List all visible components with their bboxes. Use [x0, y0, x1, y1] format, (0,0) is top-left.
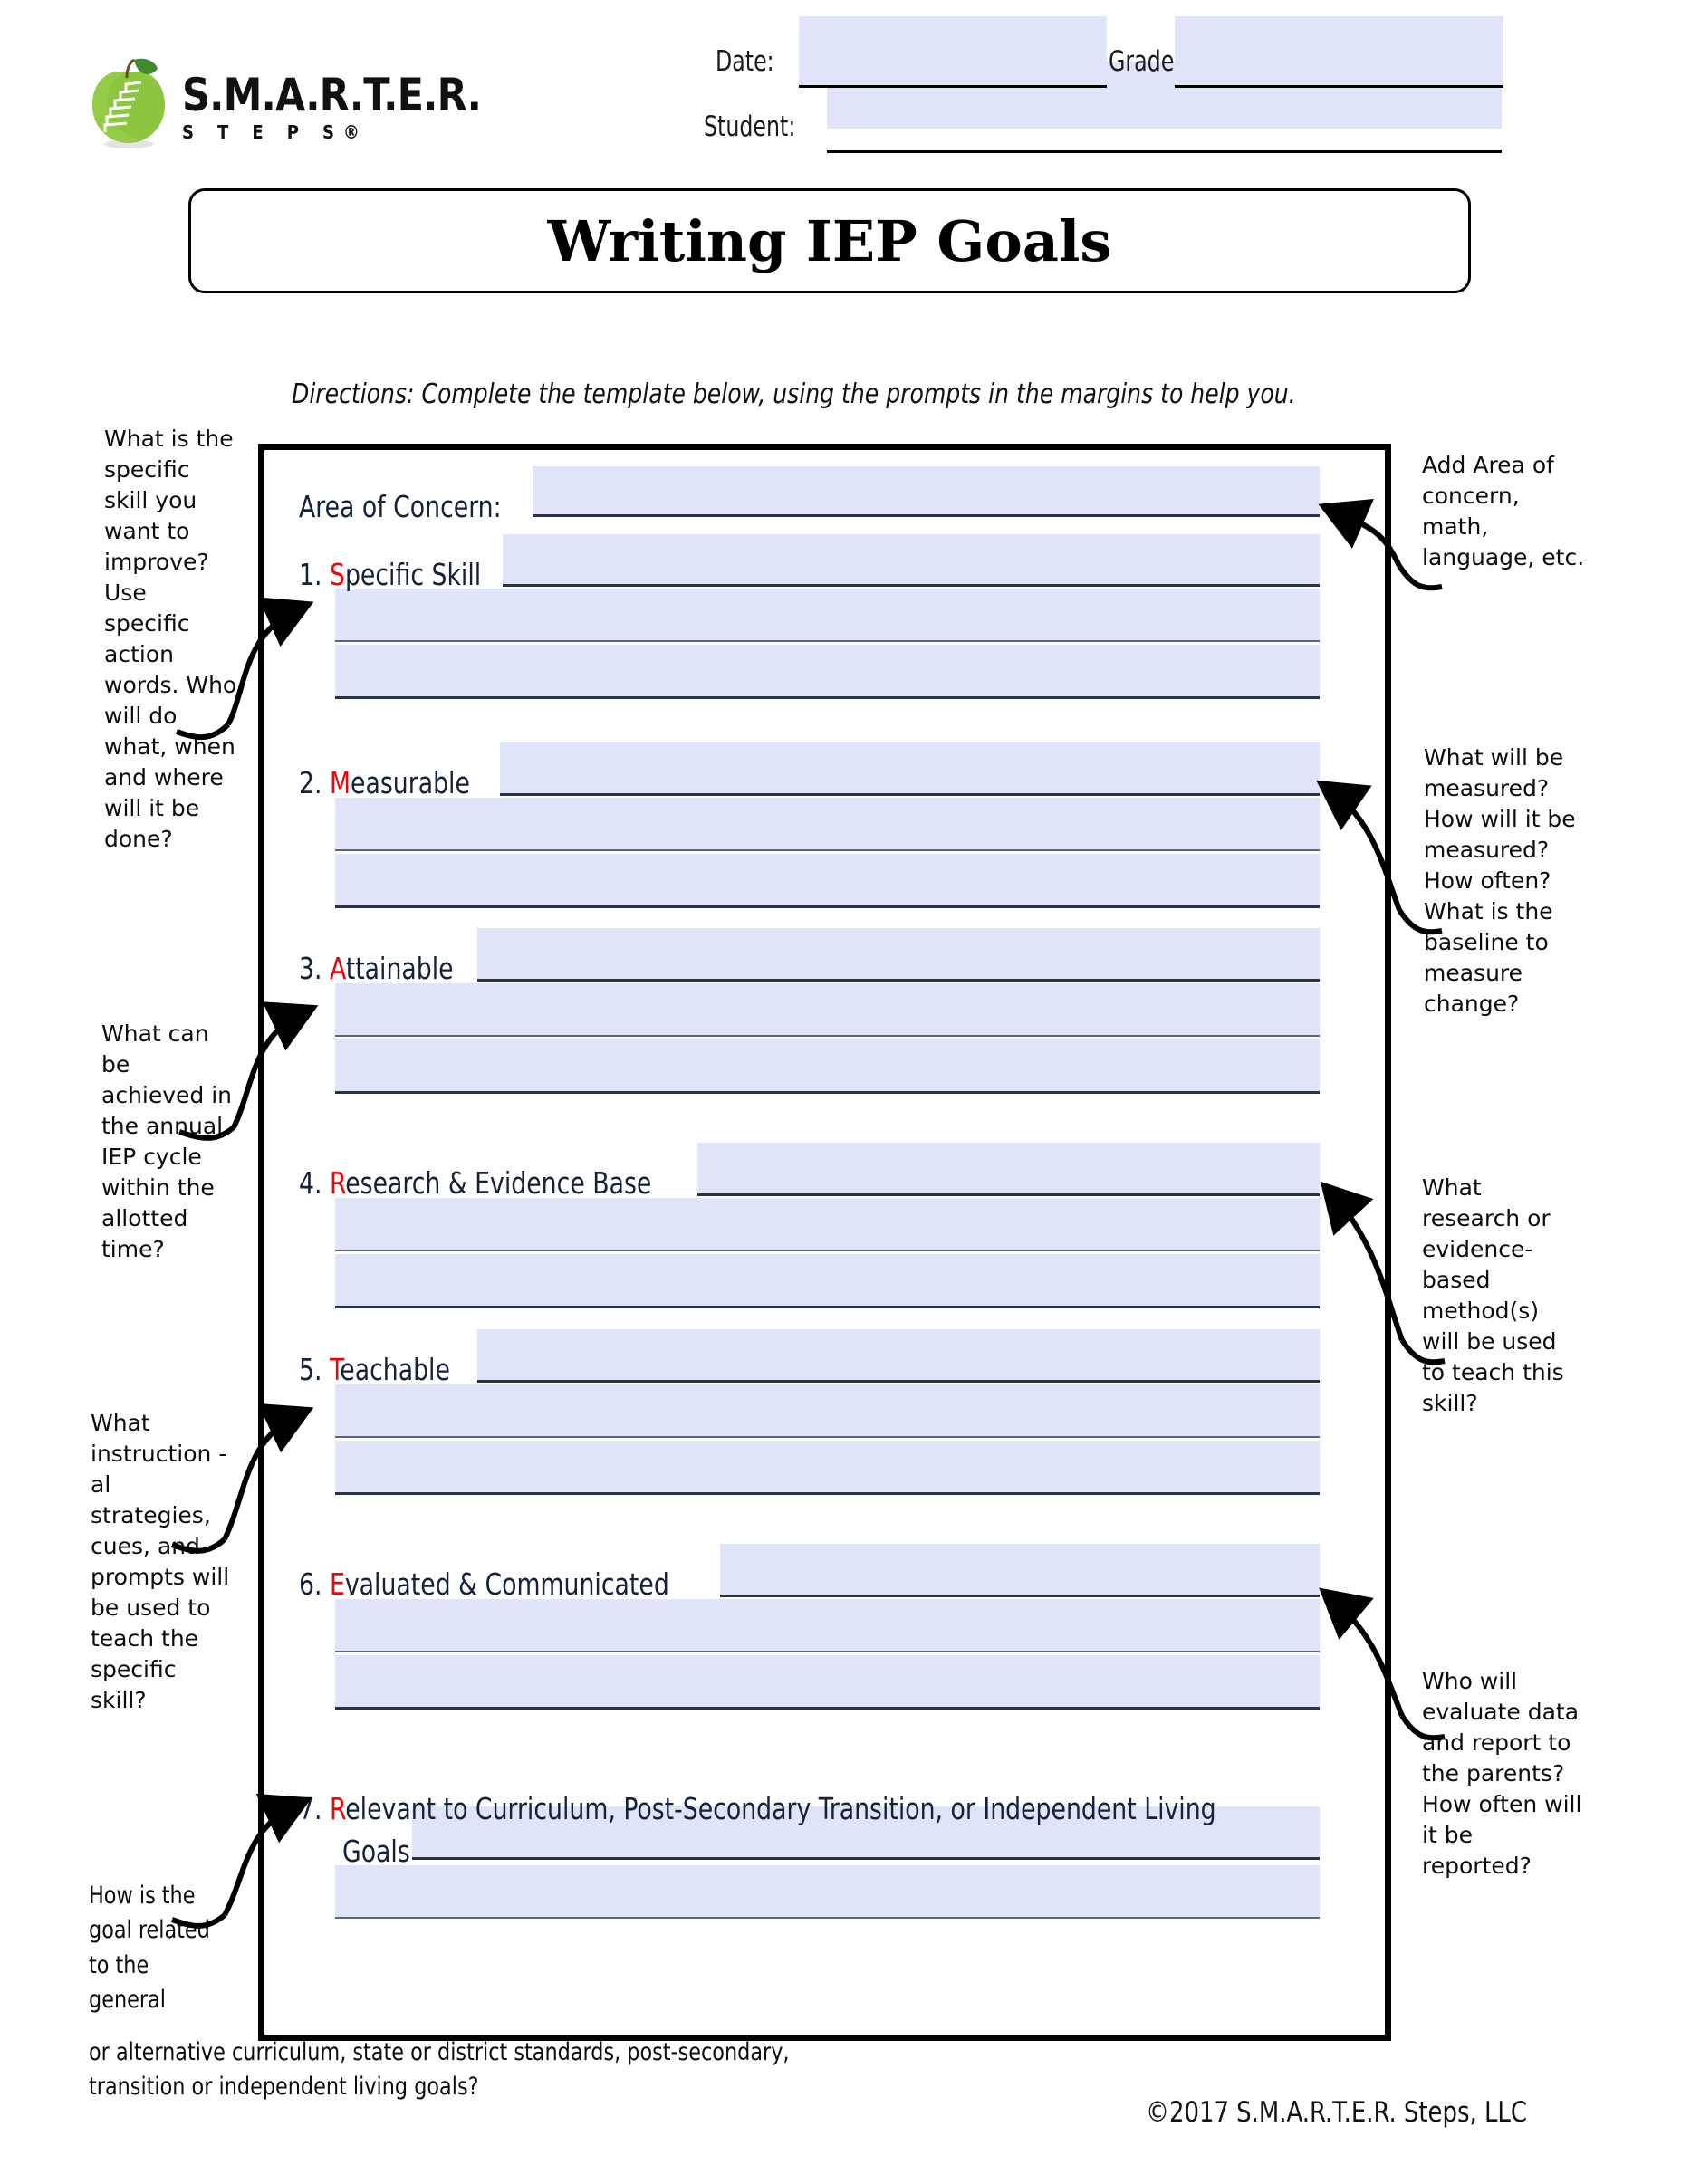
item1-number: 1.	[299, 557, 322, 592]
item3-input-line-1[interactable]	[477, 979, 1320, 982]
copyright-footer: ©2017 S.M.A.R.T.E.R. Steps, LLC	[1146, 2096, 1527, 2129]
item1-input-line-3[interactable]	[335, 696, 1320, 699]
item7-input-line-2[interactable]	[335, 1917, 1320, 1919]
item1-input-line-2[interactable]	[335, 640, 1320, 642]
item4-line3-fill	[335, 1254, 1320, 1307]
item2-line2-fill	[335, 798, 1320, 850]
item5-line1-fill	[477, 1329, 1320, 1381]
item3-line1-fill	[477, 928, 1320, 980]
item7-label	[299, 1791, 1318, 1826]
brand-logo	[87, 54, 513, 154]
item6-line2-fill	[335, 1599, 1320, 1652]
item1-label	[299, 557, 502, 592]
item4-accent-letter: R	[329, 1165, 346, 1201]
area-of-concern-label: Area of Concern:	[299, 489, 502, 524]
prompt-right-area-of-concern: Add Area of concern, math, language, etc.	[1422, 452, 1585, 570]
grade-label: Grade	[1109, 45, 1175, 78]
title-banner	[188, 188, 1471, 293]
item4-input-line-3[interactable]	[335, 1306, 1320, 1308]
item4-line2-fill	[335, 1198, 1320, 1250]
item4-number: 4.	[299, 1165, 322, 1201]
item3-number: 3.	[299, 951, 322, 986]
item6-line1-fill	[720, 1544, 1320, 1595]
item3-input-line-2[interactable]	[335, 1035, 1320, 1037]
item1-text: pecific Skill	[344, 557, 482, 592]
grade-input[interactable]	[1175, 54, 1503, 88]
item5-number: 5.	[299, 1352, 322, 1387]
item5-input-line-2[interactable]	[335, 1436, 1320, 1438]
item6-input-line-2[interactable]	[335, 1651, 1320, 1652]
prompt-right-evaluated: Who will evaluate data and report to the parents? How often will it be reported?	[1422, 1668, 1582, 1879]
item7-accent-letter: R	[329, 1791, 346, 1826]
item2-line1-fill	[500, 742, 1320, 794]
item3-line3-fill	[335, 1039, 1320, 1092]
item3-text: ttainable	[345, 951, 454, 986]
item5-line3-fill	[335, 1441, 1320, 1493]
item4-input-line-1[interactable]	[697, 1193, 1320, 1196]
item2-accent-letter: M	[329, 765, 351, 800]
student-label: Student:	[704, 110, 796, 143]
item3-label	[299, 951, 471, 986]
item7-number: 7.	[299, 1791, 322, 1826]
item2-label	[299, 765, 489, 800]
item4-line1-fill	[697, 1143, 1320, 1194]
item1-line3-fill	[335, 645, 1320, 697]
item7-input-line-1[interactable]	[412, 1857, 1320, 1860]
item7-text: elevant to Curriculum, Post-Secondary Transition, or Independent Living	[345, 1791, 1216, 1826]
area-of-concern-input[interactable]	[533, 514, 1320, 517]
item3-input-line-3[interactable]	[335, 1091, 1320, 1094]
item2-line3-fill	[335, 854, 1320, 906]
item7-goals-label: Goals	[342, 1834, 410, 1869]
item6-number: 6.	[299, 1566, 322, 1602]
prompt-right-measurable: What will be measured? How will it be measured? How often? What is the baseline to measure change?	[1424, 744, 1576, 1017]
item6-text: valuated & Communicated	[344, 1566, 669, 1602]
brand-name: S.M.A.R.T.E.R.	[182, 69, 482, 121]
item4-label	[299, 1165, 691, 1201]
date-label: Date:	[716, 45, 774, 78]
prompt-left-relevant: How is the goal related to the general	[89, 1882, 210, 2014]
item3-line2-fill	[335, 983, 1320, 1036]
item5-label	[299, 1352, 466, 1387]
date-input[interactable]	[799, 54, 1107, 88]
brand-tagline: S T E P S®	[182, 120, 369, 143]
item5-line2-fill	[335, 1384, 1320, 1437]
item6-input-line-3[interactable]	[335, 1707, 1320, 1710]
item4-text: esearch & Evidence Base	[345, 1165, 652, 1201]
item4-input-line-2[interactable]	[335, 1250, 1320, 1251]
item6-accent-letter: E	[329, 1566, 345, 1602]
item5-accent-letter: T	[329, 1352, 341, 1387]
directions-text: Directions: Complete the template below, using the prompts in the margins to help you.	[292, 378, 1296, 410]
apple-with-stairs-icon	[87, 54, 170, 148]
item1-line2-fill	[335, 589, 1320, 641]
item3-accent-letter: A	[329, 951, 346, 986]
prompt-left-teachable: What instruction -al strategies, cues, and prompts will be used to teach the specific skill?	[91, 1410, 230, 1713]
item2-input-line-2[interactable]	[335, 849, 1320, 851]
item6-input-line-1[interactable]	[720, 1595, 1320, 1597]
prompt-left-relevant-overflow: or alternative curriculum, state or district standards, post-secondary, transition or independent living goals?	[89, 2038, 790, 2102]
item1-input-line-1[interactable]	[503, 584, 1320, 587]
item1-accent-letter: S	[329, 557, 345, 592]
page-title: Writing IEP Goals	[547, 207, 1112, 274]
item2-input-line-3[interactable]	[335, 905, 1320, 908]
item6-line3-fill	[335, 1655, 1320, 1708]
area-of-concern-fill	[533, 466, 1320, 517]
item5-input-line-3[interactable]	[335, 1492, 1320, 1495]
item5-text: eachable	[340, 1352, 450, 1387]
brand-wordmark	[182, 69, 530, 143]
student-input[interactable]	[827, 120, 1502, 153]
prompt-right-research: What research or evidence-based method(s) will be used to teach this skill?	[1422, 1174, 1564, 1416]
item1-line1-fill	[503, 534, 1320, 586]
item5-input-line-1[interactable]	[477, 1380, 1320, 1383]
item2-number: 2.	[299, 765, 322, 800]
prompt-left-attainable: What can be achieved in the annual IEP cycle within the allotted time?	[101, 1020, 233, 1262]
item2-input-line-1[interactable]	[500, 793, 1320, 796]
item2-text: easurable	[351, 765, 470, 800]
item7-line2-fill	[335, 1865, 1320, 1918]
prompt-left-specific-skill: What is the specific skill you want to improve? Use specific action words. Who will do what, when and where will it be done?	[104, 426, 237, 852]
registered-mark-icon: ®	[342, 120, 369, 143]
item6-label	[299, 1566, 710, 1602]
